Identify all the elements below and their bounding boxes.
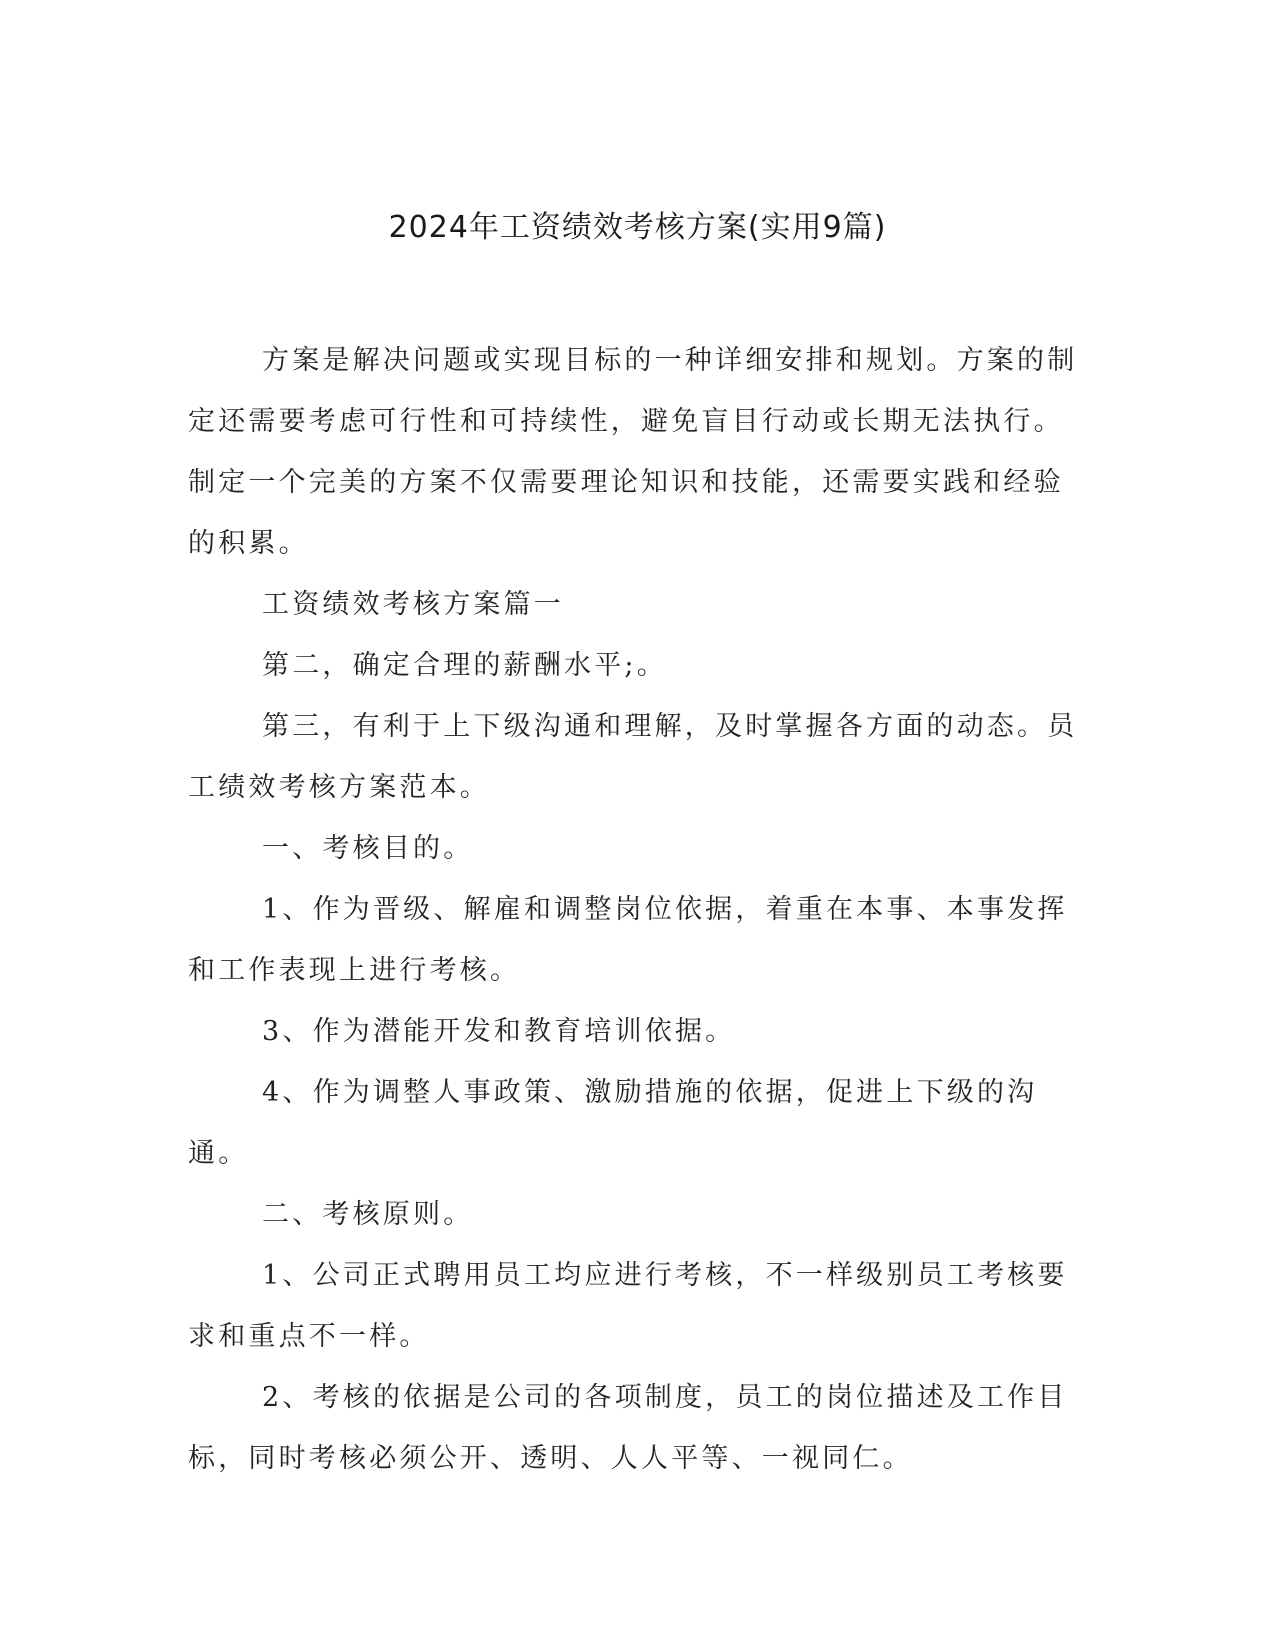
section-heading-part-one: 工资绩效考核方案篇一 [262,589,564,620]
principle-item-2: 2、考核的依据是公司的各项制度，员工的岗位描述及工作目标，同时考核必须公开、透明、人人平等、一视同仁。 [188,1382,1068,1474]
intro-paragraph: 方案是解决问题或实现目标的一种详细安排和规划。方案的制定还需要考虑可行性和可持续性，避免盲目行动或长期无法执行。制定一个完美的方案不仅需要理论知识和技能，还需要实践和经验的积累。 [188,345,1078,559]
paragraph-third: 第三，有利于上下级沟通和理解，及时掌握各方面的动态。员工绩效考核方案范本。 [188,711,1078,803]
purpose-item-1: 1、作为晋级、解雇和调整岗位依据，着重在本事、本事发挥和工作表现上进行考核。 [188,894,1068,986]
document-title: 2024年工资绩效考核方案(实用9篇) [388,210,887,245]
heading-assessment-principles: 二、考核原则。 [262,1199,474,1230]
principle-item-1: 1、公司正式聘用员工均应进行考核，不一样级别员工考核要求和重点不一样。 [188,1260,1068,1352]
document-body [188,330,1078,1489]
purpose-item-3: 3、作为潜能开发和教育培训依据。 [262,1016,736,1047]
paragraph-second: 第二，确定合理的薪酬水平;。 [262,650,667,681]
heading-assessment-purpose: 一、考核目的。 [262,833,474,864]
purpose-item-4: 4、作为调整人事政策、激励措施的依据，促进上下级的沟通。 [188,1077,1038,1169]
